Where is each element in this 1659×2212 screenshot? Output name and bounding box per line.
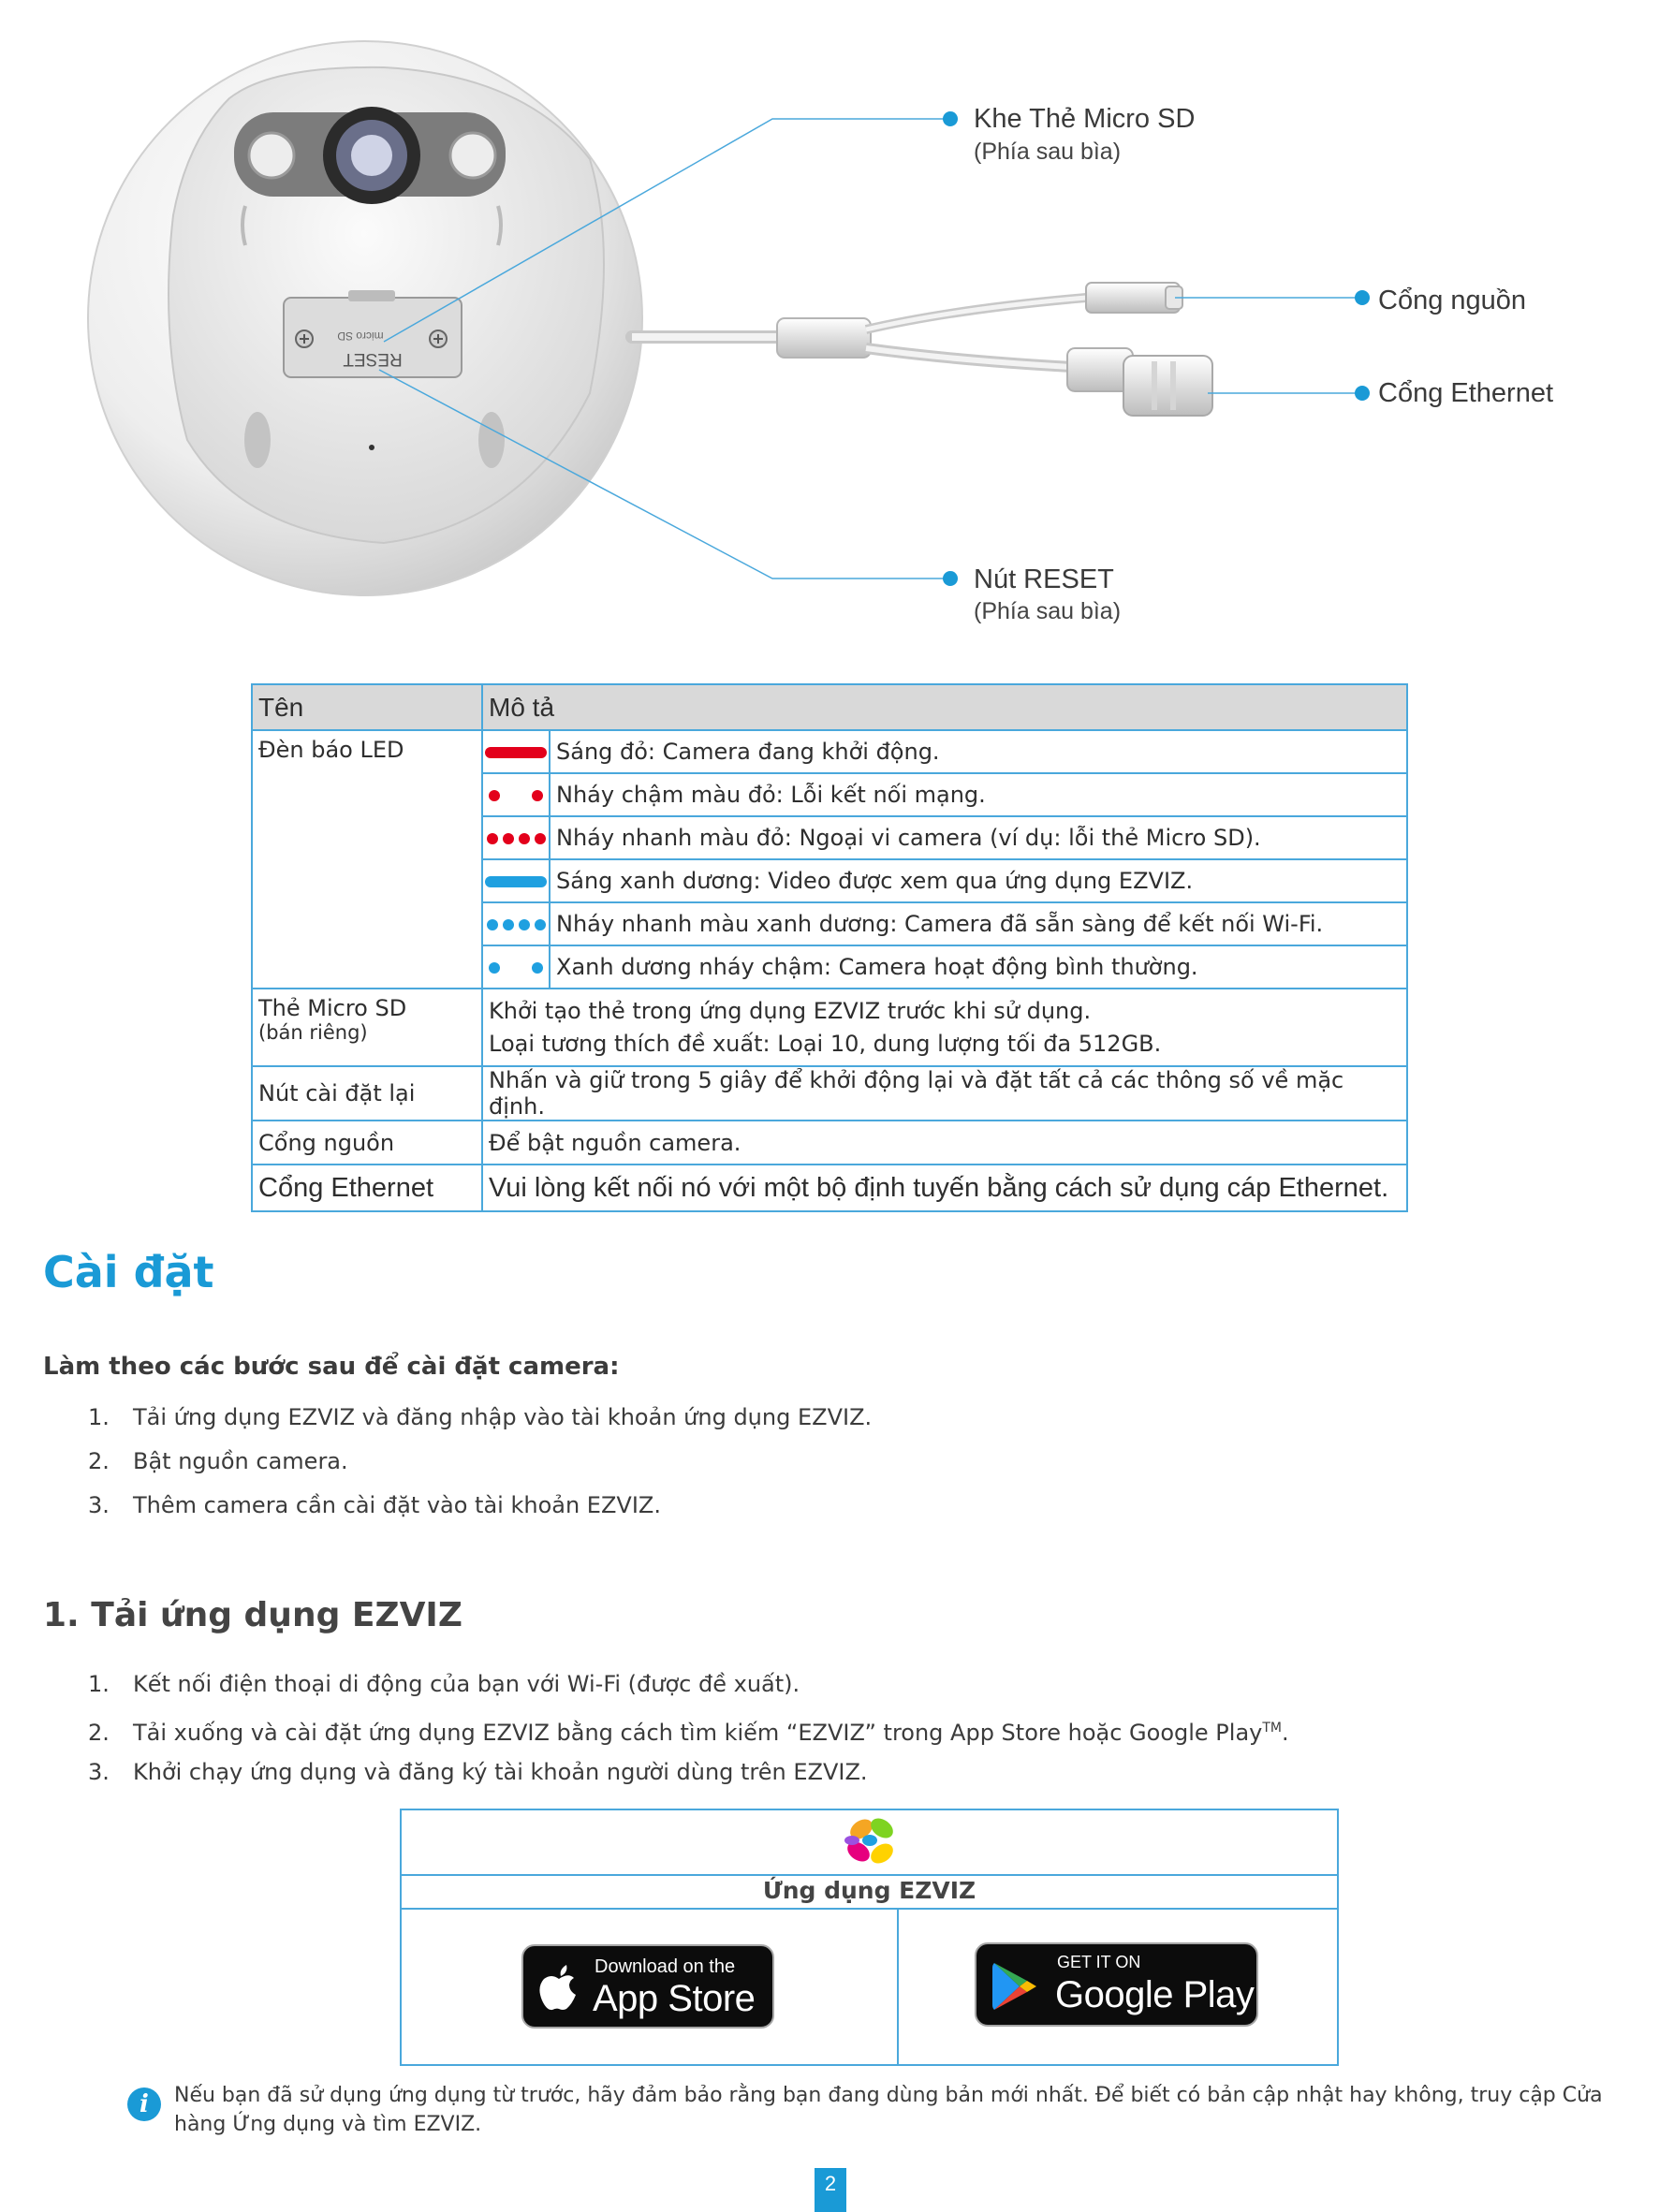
app-store-big-text: App Store [593, 1978, 756, 2019]
download-steps [88, 1668, 1289, 1800]
blue-fast-blink-icon [487, 919, 546, 930]
list-item: 1. Tải ứng dụng EZVIZ và đăng nhập vào tài khoản ứng dụng EZVIZ. [88, 1404, 873, 1430]
app-logo-row [402, 1810, 1337, 1876]
led-name-cell: Đèn báo LED [252, 730, 482, 989]
power-desc-cell: Để bật nguồn camera. [482, 1121, 1407, 1165]
app-store-badge[interactable] [521, 1944, 774, 2029]
table-header-name: Tên [252, 684, 482, 730]
ezviz-logo-icon [841, 1814, 901, 1870]
app-box-divider [897, 1910, 899, 2066]
red-solid-led-icon [485, 747, 547, 758]
microsd-desc-line: Khởi tạo thẻ trong ứng dụng EZVIZ trước khi sử dụng. [489, 997, 1092, 1024]
microsd-desc-line: Loại tương thích đề xuất: Loại 10, dung lượng tối đa 512GB. [489, 1030, 1162, 1057]
product-diagram [0, 0, 1659, 655]
led-desc: Xanh dương nháy chậm: Camera hoạt động bình thường. [550, 945, 1407, 989]
app-label: Ứng dụng EZVIZ [402, 1874, 1337, 1910]
page-number: 2 [815, 2168, 846, 2212]
app-store-small-text: Download on the [595, 1956, 736, 1977]
trademark-sup: TM [1262, 1721, 1282, 1736]
power-port-callout: Cổng nguồn [1378, 286, 1527, 315]
microsd-slot-callout-note: (Phía sau bìa) [974, 139, 1122, 165]
table-header-description: Mô tả [482, 684, 1407, 730]
led-indicator-red-slow [482, 773, 550, 816]
table-row [252, 989, 1407, 1066]
google-play-icon [991, 1960, 1038, 2013]
list-item: 2. Tải xuống và cài đặt ứng dụng EZVIZ bằng cách tìm kiếm “EZVIZ” trong App Store hoặc Google Play™. [88, 1720, 1289, 1746]
reset-button-callout: Nút RESET [974, 564, 1114, 594]
red-fast-blink-icon [487, 833, 546, 844]
table-row [252, 1165, 1407, 1211]
install-heading: Cài đặt [43, 1247, 214, 1297]
microsd-desc-cell [482, 989, 1407, 1066]
led-indicator-blue-fast [482, 902, 550, 945]
power-name-cell: Cổng nguồn [252, 1121, 482, 1165]
list-item: 2. Bật nguồn camera. [88, 1448, 348, 1474]
ethernet-port-callout: Cổng Ethernet [1378, 378, 1554, 408]
led-indicator-blue-slow [482, 945, 550, 989]
install-lead: Làm theo các bước sau để cài đặt camera: [43, 1353, 620, 1381]
led-desc: Nháy nhanh màu xanh dương: Camera đã sẵn sàng để kết nối Wi-Fi. [550, 902, 1407, 945]
google-play-badge[interactable] [975, 1942, 1258, 2027]
blue-slow-blink-icon [489, 962, 543, 974]
info-icon: i [127, 2087, 161, 2121]
install-steps [88, 1401, 872, 1533]
ethernet-desc-cell: Vui lòng kết nối nó với một bộ định tuyến bằng cách sử dụng cáp Ethernet. [482, 1165, 1407, 1211]
list-item: 3. Thêm camera cần cài đặt vào tài khoản EZVIZ. [88, 1492, 661, 1518]
apple-icon [538, 1961, 580, 2012]
microsd-marking: micro SD [337, 330, 384, 343]
update-note: Nếu bạn đã sử dụng ứng dụng từ trước, hãy đảm bảo rằng bạn đang dùng bản mới nhất. Để biết có bản cập nhật hay không, truy cập Cửa hàng Ứng dụng và tìm EZVIZ. [174, 2084, 1603, 2136]
led-desc: Nháy chậm màu đỏ: Lỗi kết nối mạng. [550, 773, 1407, 816]
camera-illustration [0, 0, 1659, 655]
reset-name-cell: Nút cài đặt lại [252, 1066, 482, 1121]
table-header-row [252, 684, 1407, 730]
red-slow-blink-icon [489, 790, 543, 801]
table-row [252, 1066, 1407, 1121]
led-desc: Nháy nhanh màu đỏ: Ngoại vi camera (ví dụ: lỗi thẻ Micro SD). [550, 816, 1407, 859]
blue-solid-led-icon [485, 876, 547, 887]
led-desc: Sáng xanh dương: Video được xem qua ứng dụng EZVIZ. [550, 859, 1407, 902]
microsd-slot-callout: Khe Thẻ Micro SD [974, 104, 1196, 134]
microsd-name-note: (bán riêng) [258, 1021, 368, 1044]
list-item: 1. Kết nối điện thoại di động của bạn với Wi-Fi (được đề xuất). [88, 1671, 800, 1697]
led-desc: Sáng đỏ: Camera đang khởi động. [550, 730, 1407, 773]
table-row [252, 1121, 1407, 1165]
led-indicator-blue-solid [482, 859, 550, 902]
led-indicator-red-solid [482, 730, 550, 773]
app-download-box [400, 1809, 1339, 2066]
led-indicator-red-fast [482, 816, 550, 859]
reset-marking: RESET [343, 349, 403, 369]
download-heading: 1. Tải ứng dụng EZVIZ [43, 1596, 462, 1634]
microsd-name: Thẻ Micro SD [258, 995, 407, 1021]
ethernet-name-cell: Cổng Ethernet [252, 1165, 482, 1211]
list-item: 3. Khởi chạy ứng dụng và đăng ký tài khoản người dùng trên EZVIZ. [88, 1759, 868, 1785]
google-play-small-text: GET IT ON [1057, 1953, 1141, 1971]
microsd-name-cell [252, 989, 482, 1066]
table-row [252, 730, 1407, 773]
reset-button-callout-note: (Phía sau bìa) [974, 598, 1122, 624]
google-play-big-text: Google Play [1055, 1974, 1255, 2015]
component-table [251, 683, 1408, 1212]
reset-desc-cell: Nhấn và giữ trong 5 giây để khởi động lại và đặt tất cả các thông số về mặc định. [482, 1066, 1407, 1121]
